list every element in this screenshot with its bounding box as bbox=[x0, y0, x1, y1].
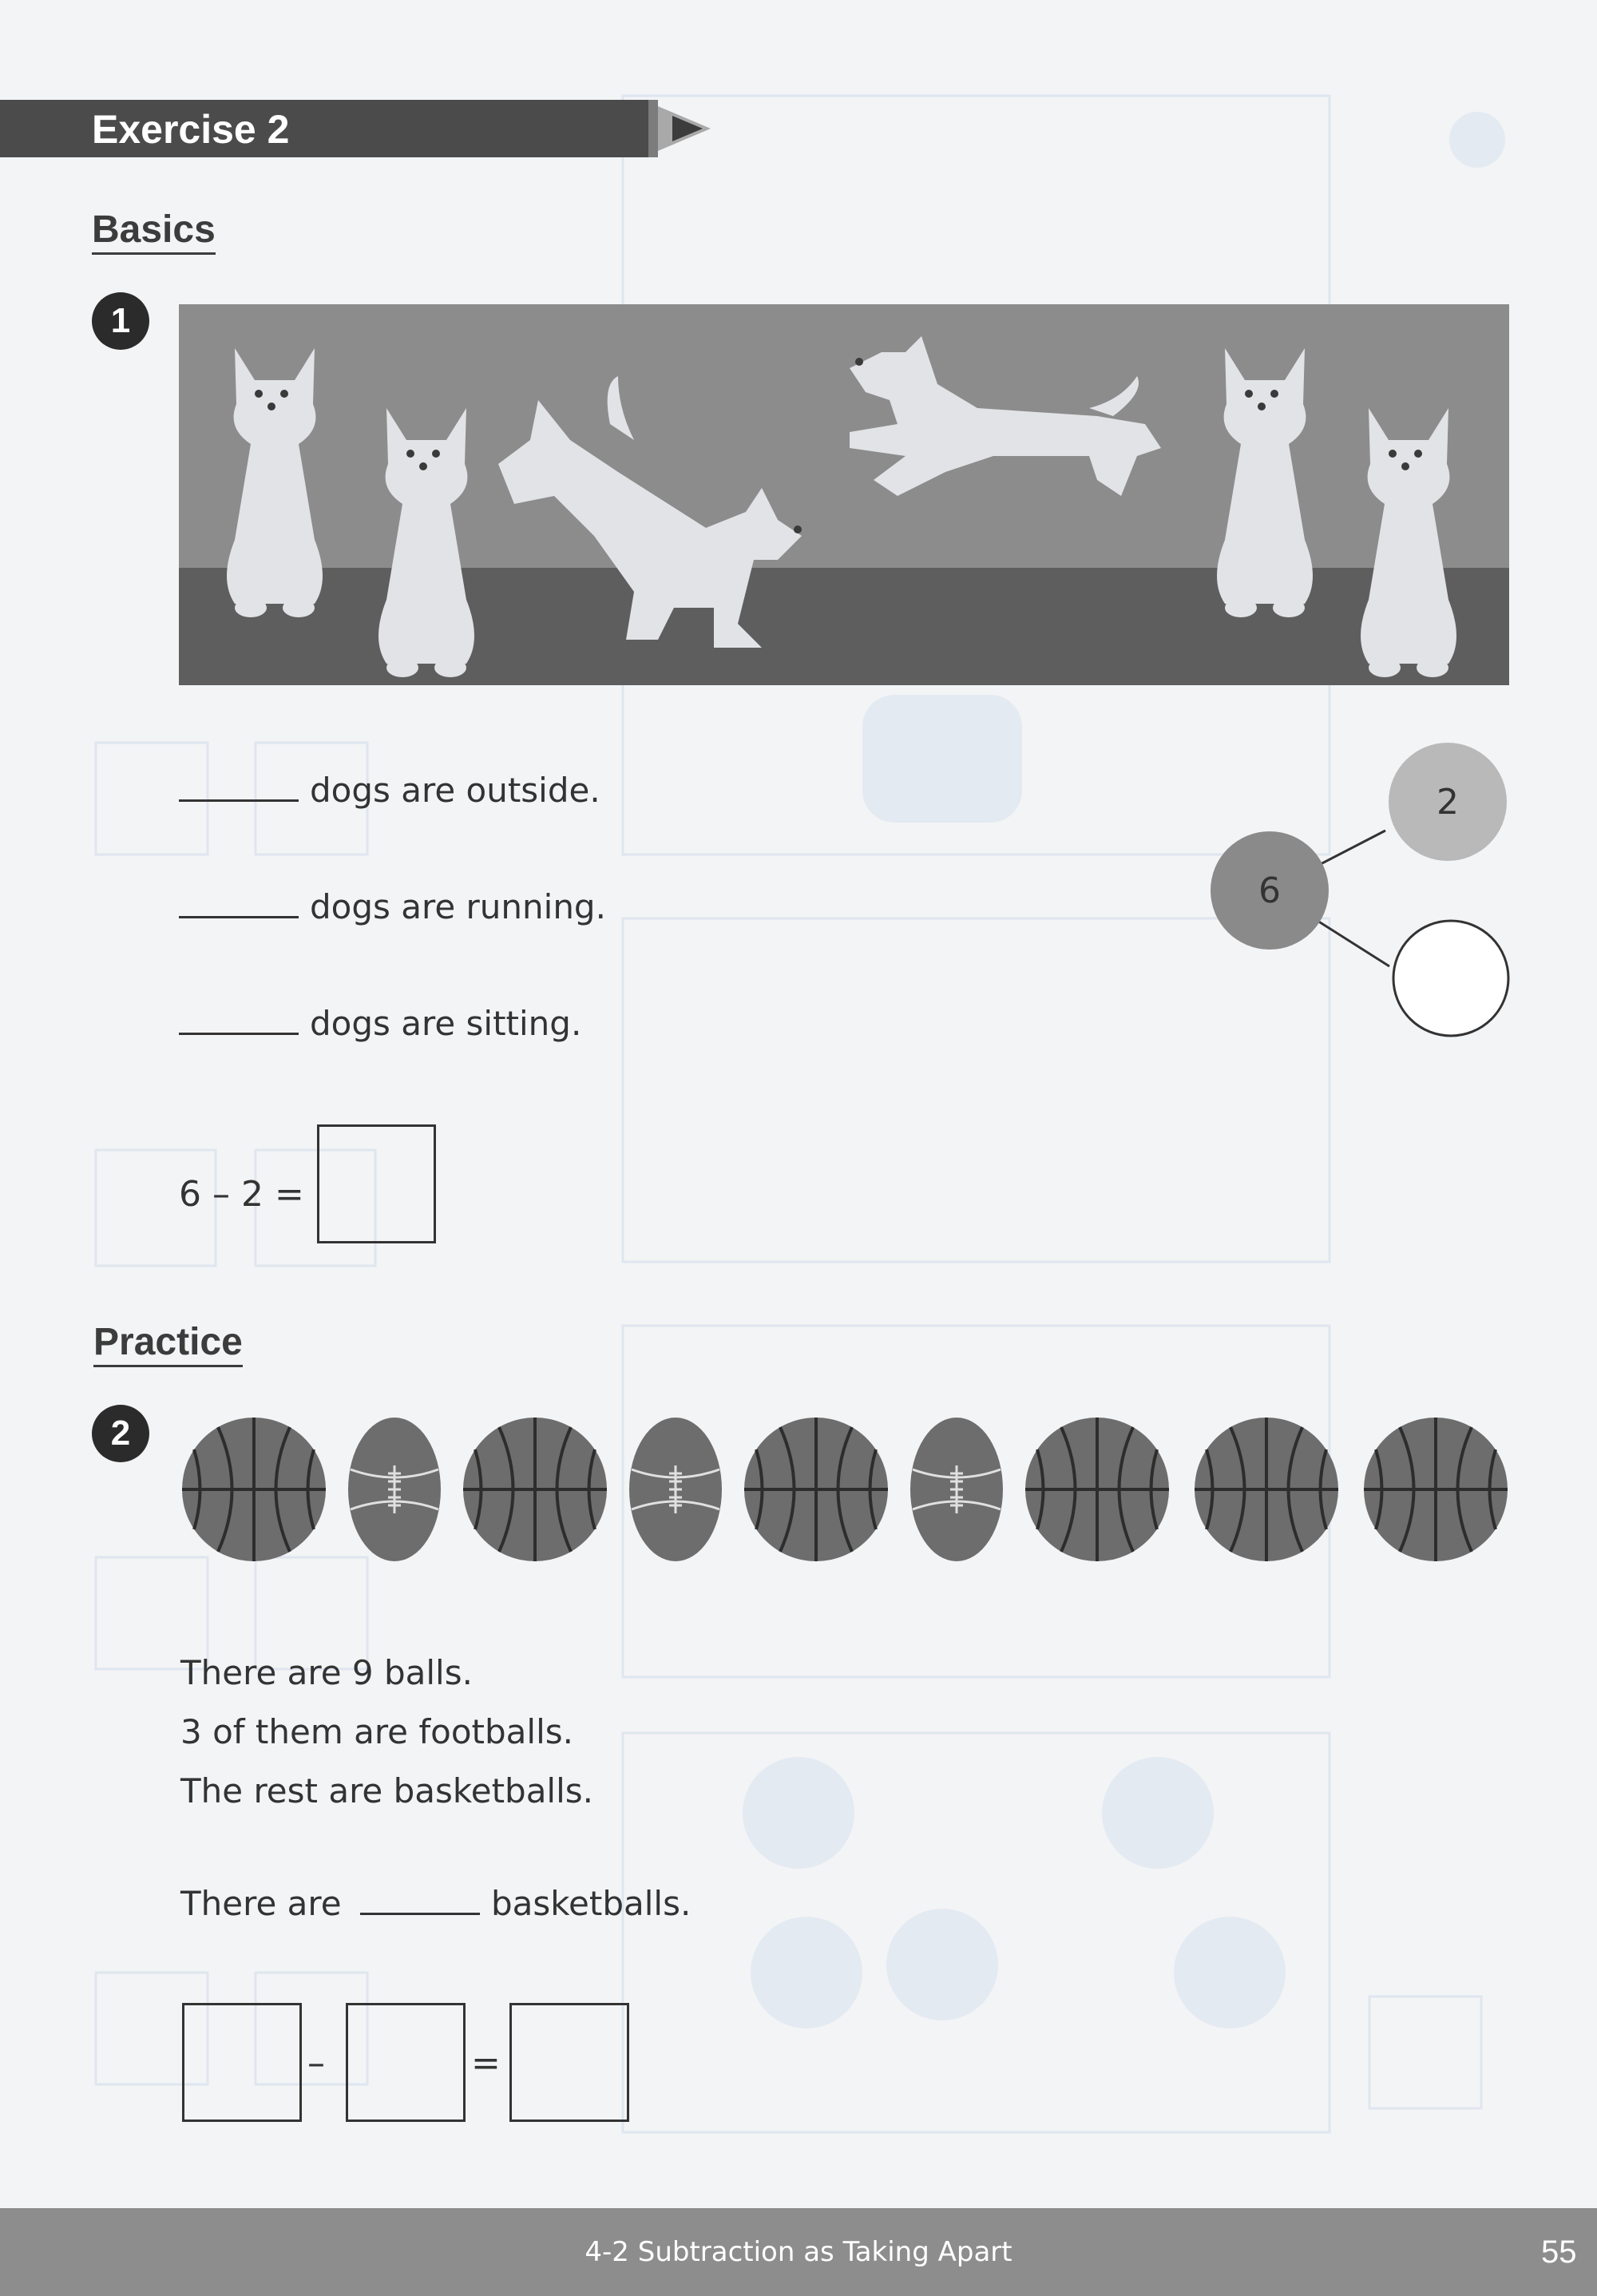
basketball-2 bbox=[463, 1418, 607, 1561]
question-number-2: 2 bbox=[92, 1405, 149, 1462]
basketball-6 bbox=[1364, 1418, 1508, 1561]
bond-part-value: 2 bbox=[1437, 782, 1459, 823]
bond-missing-part-circle[interactable] bbox=[1393, 921, 1508, 1036]
practice-equation-box-2[interactable] bbox=[346, 2003, 466, 2122]
answer-sentence-end: basketballs. bbox=[490, 1884, 692, 1923]
footer-chapter-title: 4-2 Subtraction as Taking Apart bbox=[585, 2236, 1012, 2268]
answer-blank-basketballs[interactable] bbox=[360, 1884, 480, 1915]
basketball-5 bbox=[1195, 1418, 1338, 1561]
question-number-1: 1 bbox=[92, 292, 149, 350]
practice-problem-text bbox=[180, 1644, 593, 1821]
answer-blank-outside[interactable] bbox=[179, 771, 299, 802]
football-2 bbox=[629, 1418, 722, 1561]
basketball-4 bbox=[1025, 1418, 1169, 1561]
triangle-arrow-icon bbox=[648, 100, 712, 157]
dogs-sitting-sentence bbox=[179, 1001, 581, 1046]
dogs-running-text: dogs are running. bbox=[310, 887, 606, 926]
dogs-sitting-text: dogs are sitting. bbox=[310, 1004, 582, 1043]
exercise-title: Exercise 2 bbox=[92, 107, 290, 152]
practice-equation-box-3[interactable] bbox=[509, 2003, 629, 2122]
number-bond-diagram bbox=[1198, 735, 1517, 1054]
basketball-3 bbox=[744, 1418, 888, 1561]
dogs-running-sentence bbox=[179, 885, 606, 930]
football-1 bbox=[348, 1418, 441, 1561]
minus-sign: – bbox=[307, 2043, 325, 2084]
section-title-basics: Basics bbox=[92, 209, 216, 255]
practice-line-2: 3 of them are footballs. bbox=[180, 1712, 573, 1751]
answer-blank-running[interactable] bbox=[179, 887, 299, 918]
page-number: 55 bbox=[1541, 2235, 1577, 2270]
section-title-practice: Practice bbox=[93, 1322, 243, 1367]
basics-equation-text: 6 – 2 = bbox=[179, 1174, 304, 1215]
football-3 bbox=[910, 1418, 1003, 1561]
practice-line-3: The rest are basketballs. bbox=[180, 1771, 594, 1810]
answer-blank-sitting[interactable] bbox=[179, 1004, 299, 1035]
answer-sentence-start: There are bbox=[180, 1884, 342, 1923]
dogs-illustration bbox=[179, 304, 1509, 685]
balls-illustration bbox=[179, 1414, 1512, 1565]
practice-line-1: There are 9 balls. bbox=[180, 1653, 473, 1692]
dogs-outside-sentence bbox=[179, 768, 600, 813]
bond-whole-value: 6 bbox=[1258, 870, 1281, 911]
basketball-1 bbox=[182, 1418, 326, 1561]
equals-sign: = bbox=[471, 2043, 501, 2084]
basketballs-answer-sentence bbox=[180, 1882, 691, 1926]
basics-equation-answer-box[interactable] bbox=[317, 1124, 436, 1243]
dogs-outside-text: dogs are outside. bbox=[310, 771, 600, 810]
practice-equation-box-1[interactable] bbox=[182, 2003, 302, 2122]
